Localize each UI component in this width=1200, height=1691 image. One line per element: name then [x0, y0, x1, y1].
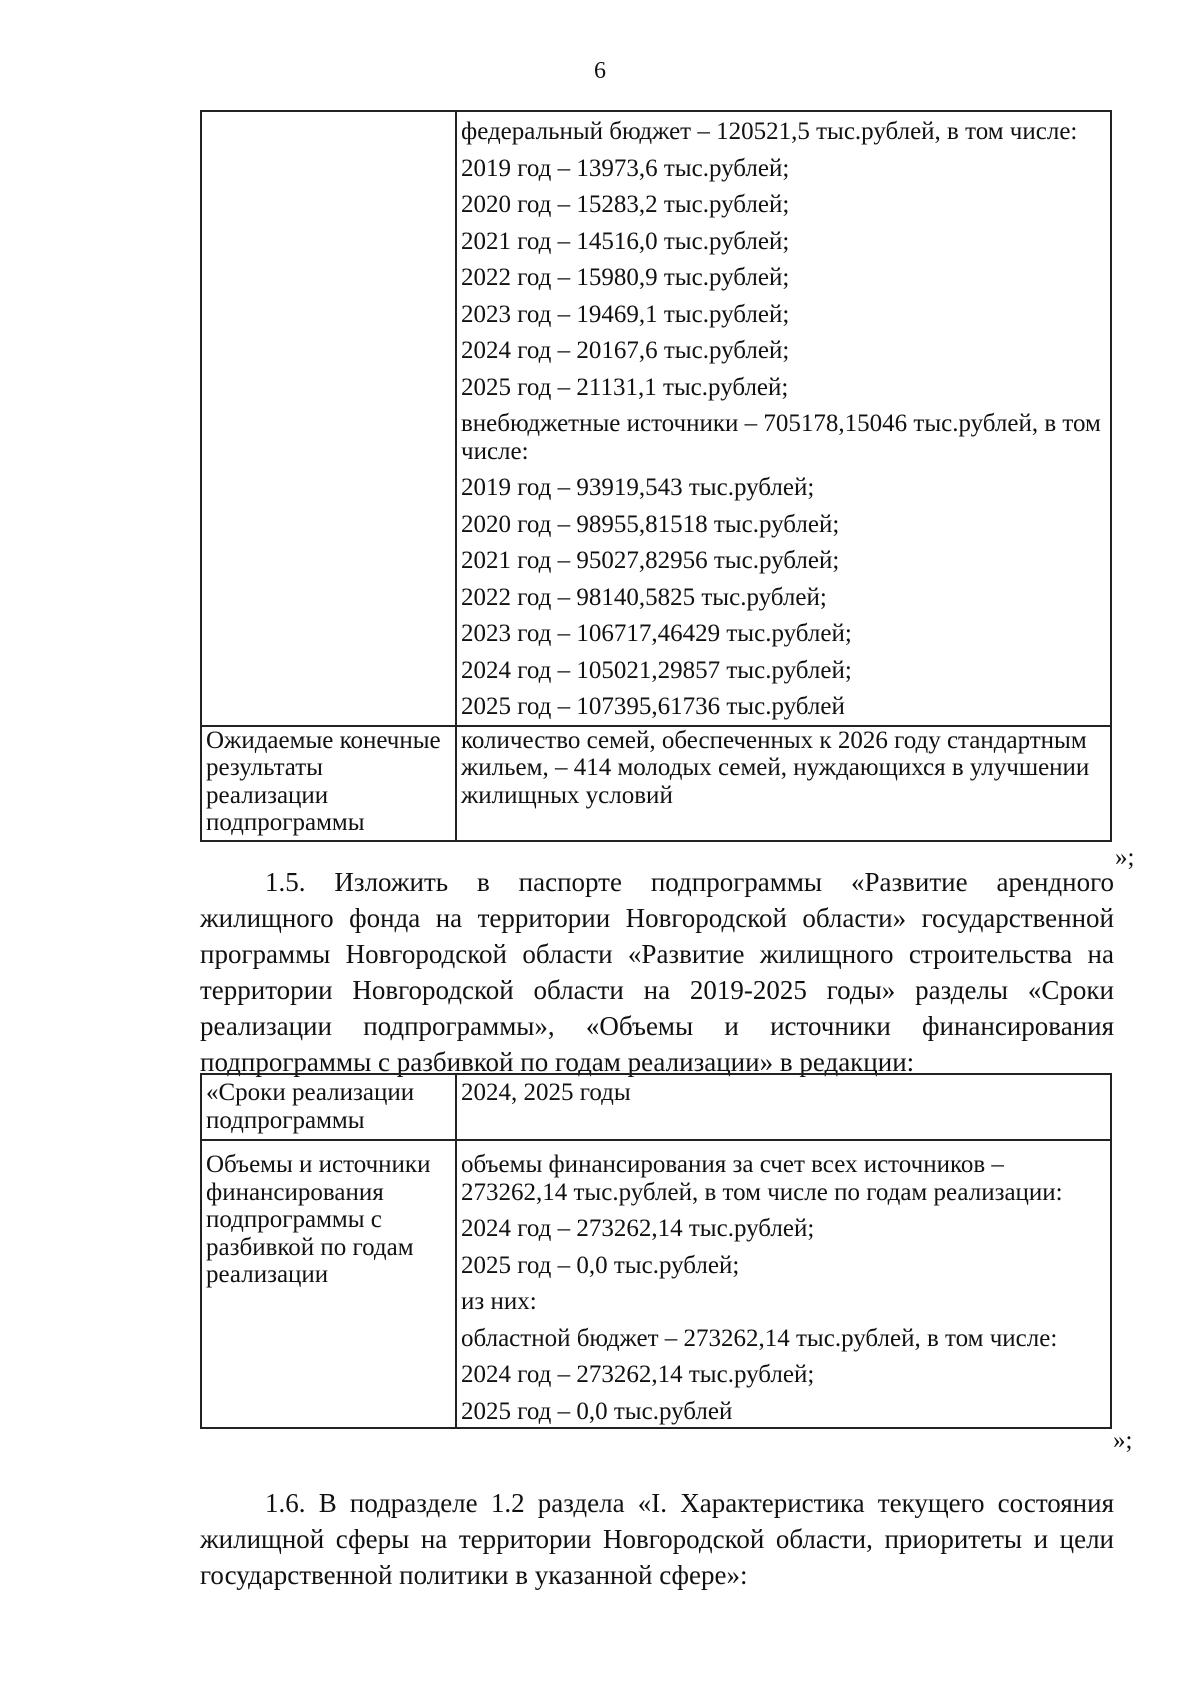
volume-line: 2024 год – 273262,14 тыс.рублей;	[461, 1215, 815, 1242]
volume-line: из них:	[461, 1288, 537, 1315]
finance-line: 2021 год – 14516,0 тыс.рублей;	[461, 227, 790, 255]
table-row	[201, 1074, 1111, 1140]
finance-line: 2020 год – 98955,81518 тыс.рублей;	[461, 510, 840, 538]
table-row	[201, 111, 1111, 726]
subprogram-table-continued	[200, 110, 1112, 842]
finance-cell	[456, 111, 1111, 726]
closing-quote: »;	[1113, 1427, 1133, 1454]
volume-line: областной бюджет – 273262,14 тыс.рублей, в том числе:	[461, 1324, 1058, 1352]
finance-line: 2020 год – 15283,2 тыс.рублей;	[461, 191, 790, 218]
finance-line: 2021 год – 95027,82956 тыс.рублей;	[461, 547, 840, 574]
term-label: «Сроки реализации подпрограммы	[201, 1074, 456, 1140]
closing-quote: »;	[1115, 844, 1135, 871]
subprogram-passport-table	[200, 1073, 1112, 1429]
volume-line: объемы финансирования за счет всех источников – 273262,14 тыс.рублей, в том числе по годам реализации:	[461, 1151, 1063, 1206]
finance-line: 2024 год – 20167,6 тыс.рублей;	[461, 337, 790, 364]
page-number: 6	[594, 58, 606, 84]
finance-line: 2025 год – 107395,61736 тыс.рублей	[461, 693, 845, 720]
finance-line: 2019 год – 13973,6 тыс.рублей;	[461, 154, 790, 182]
finance-line: 2019 год – 93919,543 тыс.рублей;	[461, 474, 815, 501]
finance-line: внебюджетные источники – 705178,15046 тыс.рублей, в том числе:	[461, 410, 1101, 465]
result-label: Ожидаемые конечные результаты реализации подпрограммы	[201, 726, 456, 841]
finance-line: федеральный бюджет – 120521,5 тыс.рублей, в том числе:	[461, 118, 1078, 145]
finance-line: 2023 год – 19469,1 тыс.рублей;	[461, 300, 790, 328]
finance-line: 2024 год – 105021,29857 тыс.рублей;	[461, 656, 852, 684]
finance-line: 2022 год – 15980,9 тыс.рублей;	[461, 264, 790, 291]
finance-line: 2023 год – 106717,46429 тыс.рублей;	[461, 620, 852, 647]
term-value: 2024, 2025 годы	[456, 1074, 1111, 1140]
table-row	[201, 726, 1111, 841]
volume-line: 2024 год – 273262,14 тыс.рублей;	[461, 1361, 815, 1388]
volume-label: Объемы и источники финансирования подпрограммы с разбивкой по годам реализации	[201, 1140, 456, 1428]
paragraph-1-5: 1.5. Изложить в паспорте подпрограммы «Развитие арендного жилищного фонда на территории Новгородской области» государственной программы Новгородской области «Развитие жилищного строительства на территории Новгородской области на 2019-2025 годы» разделы «Сроки реализации подпрограммы», «Объемы и источники финансирования подпрограммы с разбивкой по годам реализации» в редакции:	[200, 867, 1114, 1077]
volume-line: 2025 год – 0,0 тыс.рублей;	[461, 1251, 740, 1279]
table-row	[201, 1140, 1111, 1428]
paragraph-1-6: 1.6. В подразделе 1.2 раздела «I. Характеристика текущего состояния жилищной сферы на территории Новгородской области, приоритеты и цели государственной политики в указанной сфере»:	[200, 1488, 1114, 1590]
table-cell-empty	[201, 111, 456, 726]
volume-line: 2025 год – 0,0 тыс.рублей	[461, 1397, 733, 1425]
finance-line: 2022 год – 98140,5825 тыс.рублей;	[461, 583, 827, 611]
volume-cell	[456, 1140, 1111, 1428]
finance-line: 2025 год – 21131,1 тыс.рублей;	[461, 373, 789, 401]
result-text: количество семей, обеспеченных к 2026 году стандартным жильем, – 414 молодых семей, нуждающихся в улучшении жилищных условий	[456, 726, 1111, 841]
